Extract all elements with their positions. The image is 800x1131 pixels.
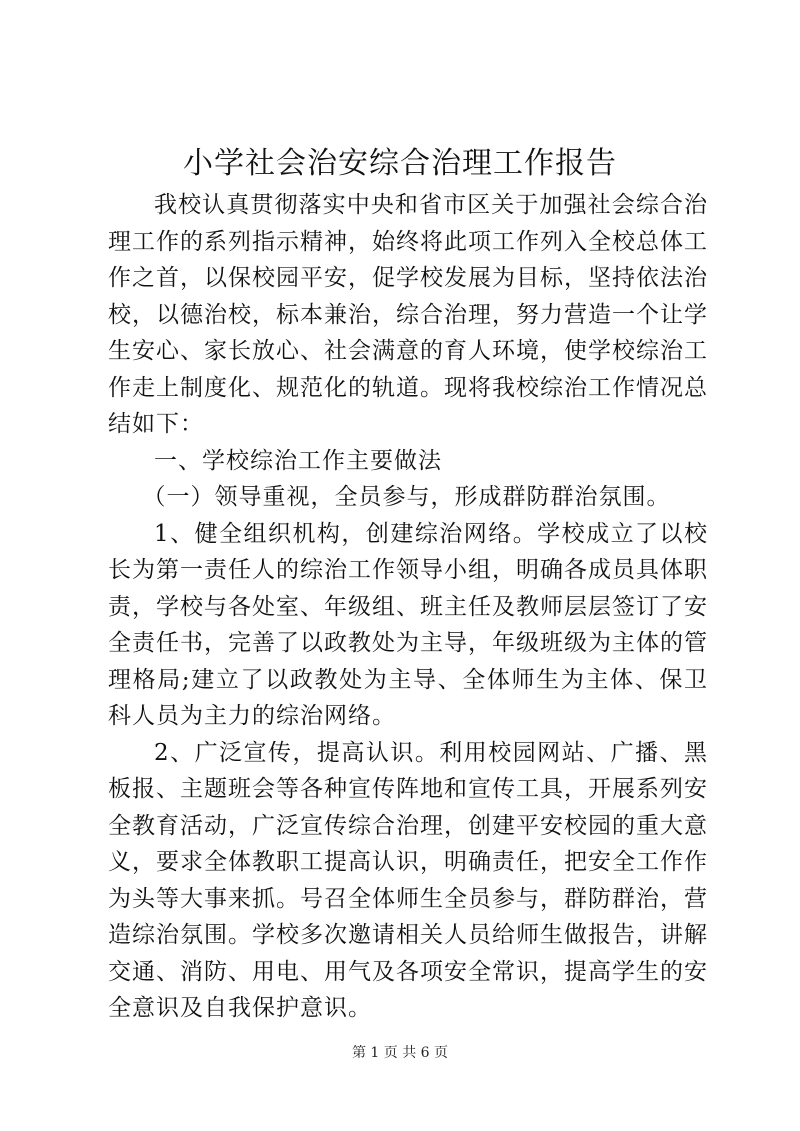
intro-paragraph: 我校认真贯彻落实中央和省市区关于加强社会综合治理工作的系列指示精神，始终将此项工作列入全校总体工作之首，以保校园平安，促学校发展为目标，坚持依法治校，以德治校，标本兼治，综合治理，努力营造一个让学生安心、家长放心、社会满意的育人环境，使学校综治工作走上制度化、规范化的轨道。现将我校综治工作情况总结如下： [108,192,708,437]
document-body [108,187,708,1027]
document-title: 小学社会治安综合治理工作报告 [183,146,617,181]
body-paragraph-publicity: 2、广泛宣传，提高认识。利用校园网站、广播、黑板报、主题班会等各种宣传阵地和宣传工具，开展系列安全教育活动，广泛宣传综合治理，创建平安校园的重大意义，要求全体教职工提高认识，明确责任，把安全工作作为头等大事来抓。号召全体师生全员参与，群防群治，营造综治氛围。学校多次邀请相关人员给师生做报告，讲解交通、消防、用电、用气及各项安全常识，提高学生的安全意识及自我保护意识。 [108,739,708,1021]
body-paragraph-organization: 1、健全组织机构，创建综治网络。学校成立了以校长为第一责任人的综治工作领导小组，明确各成员具体职责，学校与各处室、年级组、班主任及教师层层签订了安全责任书，完善了以政教处为主导，年级班级为主体的管理格局;建立了以政教处为主导、全体师生为主体、保卫科人员为主力的综治网络。 [108,520,708,729]
section-heading: 一、学校综治工作主要做法 [154,447,442,474]
page-number-footer: 第 1 页 共 6 页 [351,1045,449,1061]
subsection-heading: （一）领导重视，全员参与，形成群防群治氛围。 [142,484,671,510]
